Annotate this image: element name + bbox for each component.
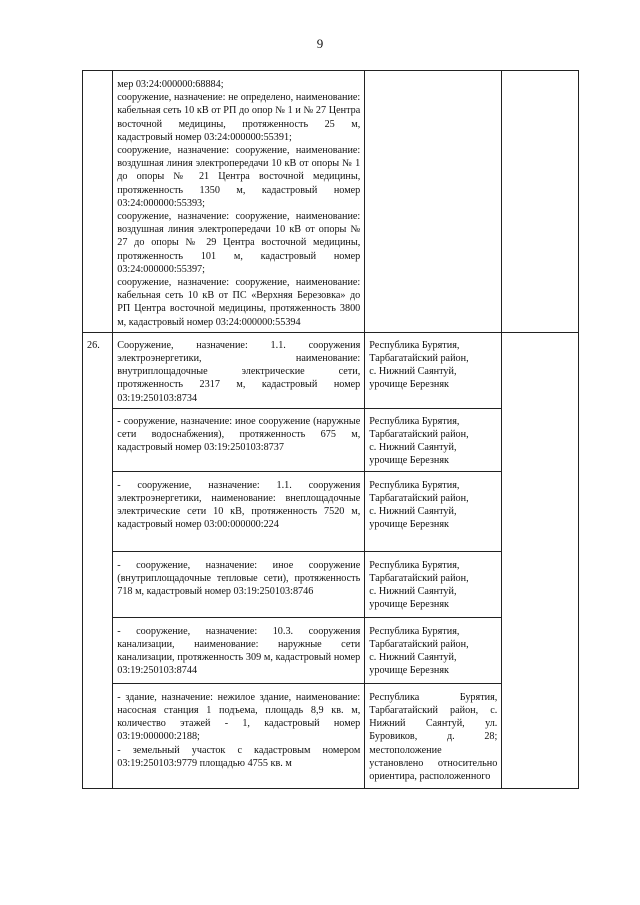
row-number-cell: 26. xyxy=(83,332,113,788)
location-text: Республика Бурятия, Тарбагатайский район, с. Нижний Саянтуй, урочище Березняк xyxy=(369,415,469,467)
description-cell xyxy=(113,332,365,408)
description-line: мер 03:24:000000:68884; xyxy=(117,79,224,90)
description-line: сооружение, назначение: сооружение, наименование: воздушная линия электропередачи 10 кВ от опоры № 27 до опоры № 29 Центра восточной медицины, протяженность 101 м, кадастровый номер 03:24:000000:55397; xyxy=(117,211,361,275)
table-row-26 xyxy=(83,332,579,408)
description-cell xyxy=(113,617,365,683)
table-row-continuation xyxy=(83,71,579,333)
location-cell xyxy=(365,617,502,683)
location-cell xyxy=(365,683,502,788)
location-cell xyxy=(365,332,502,408)
note-cell xyxy=(502,332,579,788)
location-text: Республика Бурятия, Тарбагатайский район, с. Нижний Саянтуй, урочище Березняк xyxy=(369,559,469,611)
location-text: Республика Бурятия, Тарбагатайский район, с. Нижний Саянтуй, урочище Березняк xyxy=(369,479,469,531)
description-line: сооружение, назначение: сооружение, наименование: кабельная сеть 10 кВ от ПС «Верхняя Березовка» до РП Центра восточной медицины, протяженность 3800 м, кадастровый номер 03:24:000000:55394 xyxy=(117,277,361,328)
page-number: 9 xyxy=(316,36,324,51)
location-text: Республика Бурятия, Тарбагатайский район, с. Нижний Саянтуй, урочище Березняк xyxy=(369,625,469,677)
description-line: сооружение, назначение: сооружение, наименование: воздушная линия электропередачи 10 кВ от опоры № 1 до опоры № 21 Центра восточной медицины, протяженность 1350 м, кадастровый номер 03:24:000000:55393; xyxy=(117,145,361,209)
description-text: - сооружение, назначение: 1.1. сооружения электроэнергетики, наименование: внеплощадочные электрические сети 10 кВ, протяженность 7520 м, кадастровый номер 03:00:000000:224 xyxy=(117,479,361,531)
description-text: - сооружение, назначение: иное сооружение (наружные сети водоснабжения), протяженность 675 м, кадастровый номер 03:19:250103:8737 xyxy=(117,415,361,454)
location-cell xyxy=(365,408,502,471)
description-text: - сооружение, назначение: 10.3. сооружения канализации, наименование: наружные сети канализации, протяженность 309 м, кадастровый номер 03:19:250103:8744 xyxy=(117,625,361,677)
property-table xyxy=(82,70,579,789)
location-cell xyxy=(365,471,502,551)
note-cell xyxy=(502,71,579,333)
location-text: Республика Бурятия, Тарбагатайский район, с. Нижний Саянтуй, ул. Буровиков, д. 28; местоположение установлено относительно ориентира, расположенного xyxy=(369,691,498,782)
description-cell xyxy=(113,551,365,617)
description-cell xyxy=(113,71,365,333)
description-cell xyxy=(113,408,365,471)
description-text: - сооружение, назначение: иное сооружение (внутриплощадочные тепловые сети), протяженность 718 м, кадастровый номер 03:19:250103:8746 xyxy=(117,559,361,598)
description-cell xyxy=(113,683,365,788)
description-cell xyxy=(113,471,365,551)
row-number-cell xyxy=(83,71,113,333)
description-line: сооружение, назначение: не определено, наименование: кабельная сеть 10 кВ от РП до опор № 1 и № 27 Центра восточной медицины, протяженность 25 м, кадастровый номер 03:24:000000:55391; xyxy=(117,92,361,143)
description-text: Сооружение, назначение: 1.1. сооружения электроэнергетики, наименование: внутриплощадочные электрические сети, протяженность 2317 м, кадастровый номер 03:19:250103:8734 xyxy=(117,339,361,404)
description-line: - здание, назначение: нежилое здание, наименование: насосная станция 1 подъема, площадь 8,9 кв. м, количество этажей - 1, кадастровый номер 03:19:000000:2188; xyxy=(117,691,361,743)
location-text: Республика Бурятия, Тарбагатайский район, с. Нижний Саянтуй, урочище Березняк xyxy=(369,339,469,391)
description-line: - земельный участок с кадастровым номером 03:19:250103:9779 площадью 4755 кв. м xyxy=(117,744,361,769)
location-cell xyxy=(365,551,502,617)
location-cell xyxy=(365,71,502,333)
